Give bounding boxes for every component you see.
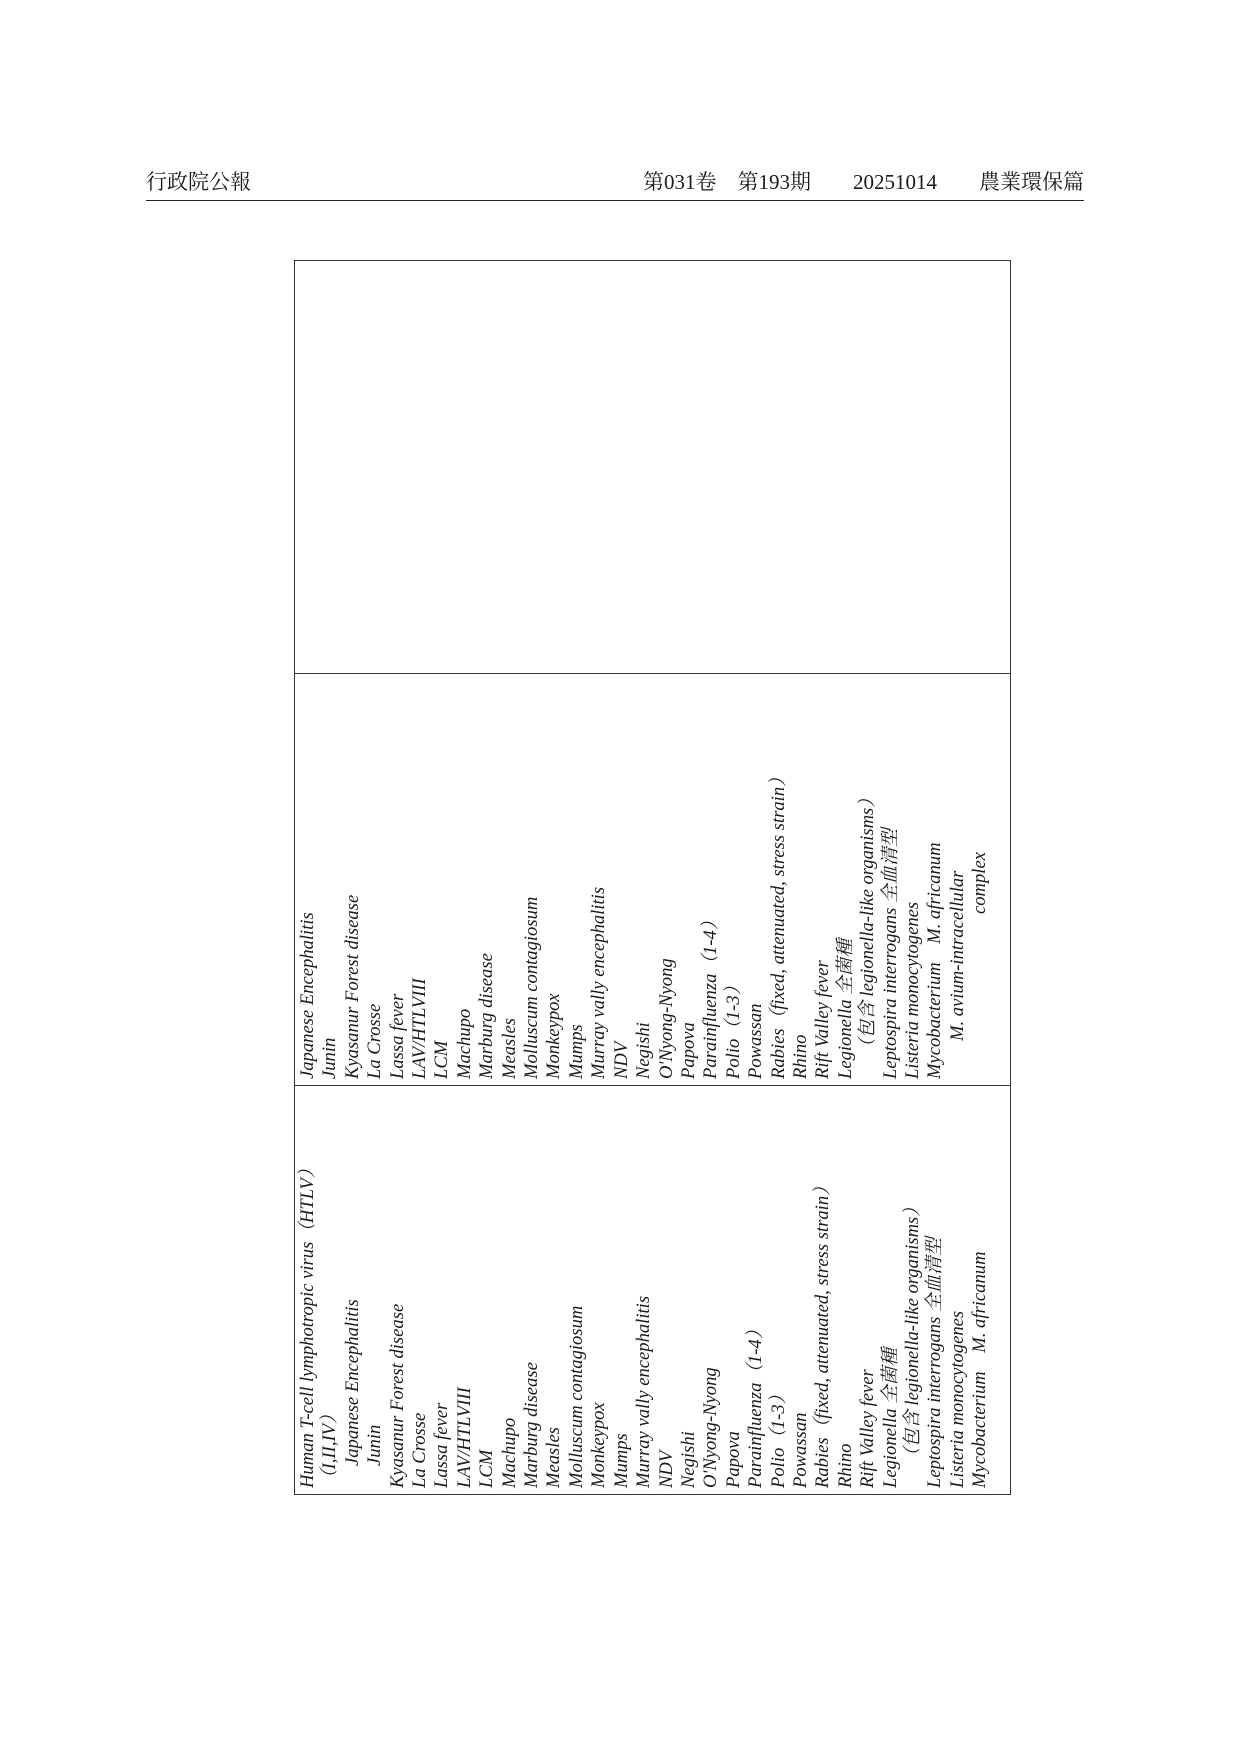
- table-line: Rift Valley fever: [857, 1369, 879, 1488]
- table-line: Leptospira interrogans 全血清型: [879, 828, 901, 1079]
- table-line: Monkeypox: [588, 1402, 610, 1488]
- table-line: Murray vally encephalitis: [633, 1295, 655, 1488]
- table-line: O'Nyong-Nyong: [700, 1367, 722, 1488]
- table-line: Negishi: [633, 1022, 655, 1079]
- table-line: M. avium-intracellular: [946, 870, 968, 1041]
- table-line: Listeria monocytogenes: [901, 901, 923, 1079]
- table-line: Rift Valley fever: [812, 960, 834, 1079]
- page-header: [146, 168, 1084, 201]
- issue-info: 第031卷 第193期 20251014 農業環保篇: [643, 170, 1084, 194]
- table-line: Measles: [498, 1018, 520, 1079]
- table-line: Rabies（fixed, attenuated, stress strain）: [767, 768, 789, 1079]
- organism-table: [294, 260, 1011, 1495]
- organism-table-rotated: [294, 260, 1011, 1495]
- table-line: Measles: [543, 1427, 565, 1488]
- table-line: Parainfluenza（1-4）: [745, 1320, 767, 1488]
- table-line: complex: [969, 852, 991, 914]
- table-line: Polio（1-3）: [767, 1385, 789, 1488]
- table-line: Mumps: [565, 1024, 587, 1079]
- table-line: Kyasanur Forest disease: [386, 1303, 408, 1488]
- table-line: LAV/HTLVIII: [453, 1387, 475, 1488]
- table-line: Marburg disease: [476, 953, 498, 1079]
- table-line: Legionella 全菌種: [879, 1348, 901, 1488]
- table-line: Legionella 全菌種: [834, 939, 856, 1079]
- table-line: Junin: [364, 1424, 386, 1466]
- table-line: Molluscum contagiosum: [565, 1305, 587, 1488]
- table-line: LCM: [431, 1040, 453, 1079]
- table-line: Polio（1-3）: [722, 976, 744, 1079]
- table-line: NDV: [655, 1450, 677, 1488]
- table-line: Powassan: [789, 1412, 811, 1488]
- table-line: Rhino: [789, 1034, 811, 1079]
- table-line: Molluscum contagiosum: [521, 896, 543, 1079]
- table-column-3: [295, 261, 1010, 673]
- table-line: Listeria monocytogenes: [946, 1310, 968, 1488]
- table-line: Rhino: [834, 1443, 856, 1488]
- table-line: Powassan: [745, 1003, 767, 1079]
- table-line: Parainfluenza（1-4）: [700, 911, 722, 1079]
- table-line: Mycobacterium M. africanum: [969, 1251, 991, 1488]
- table-line: Papova: [722, 1431, 744, 1488]
- table-line: Lassa fever: [431, 1402, 453, 1488]
- table-line: Junin: [319, 1037, 341, 1079]
- table-column-2: [295, 673, 1010, 1085]
- table-line: Japanese Encephalitis: [341, 1299, 363, 1466]
- table-line: LCM: [476, 1449, 498, 1488]
- table-line: Marburg disease: [521, 1362, 543, 1488]
- table-column-1: [295, 1085, 1010, 1494]
- table-line: Machupo: [453, 1008, 475, 1079]
- gazette-title: 行政院公報: [146, 170, 251, 194]
- table-line: Machupo: [498, 1417, 520, 1488]
- table-line: La Crosse: [364, 1003, 386, 1079]
- table-line: Negishi: [677, 1431, 699, 1488]
- table-line: LAV/HTLVIII: [409, 978, 431, 1079]
- table-line: （包含 legionella-like organisms）: [901, 1198, 923, 1466]
- table-line: Mumps: [610, 1433, 632, 1488]
- table-line: La Crosse: [409, 1412, 431, 1488]
- table-line: Rabies（fixed, attenuated, stress strain）: [812, 1177, 834, 1488]
- table-line: Japanese Encephalitis: [297, 912, 318, 1079]
- table-line: Kyasanur Forest disease: [341, 894, 363, 1079]
- table-line: NDV: [610, 1041, 632, 1079]
- table-line: Monkeypox: [543, 993, 565, 1079]
- table-line: Mycobacterium M. africanum: [924, 842, 946, 1079]
- table-line: （包含 legionella-like organisms）: [857, 789, 879, 1057]
- table-line: Leptospira interrogans 全血清型: [924, 1237, 946, 1488]
- table-line: Papova: [677, 1022, 699, 1079]
- table-line: Murray vally encephalitis: [588, 886, 610, 1079]
- table-line: Human T-cell lymphotropic virus（HTLV）: [297, 1159, 318, 1488]
- table-line: （I,II,IV）: [319, 1405, 341, 1488]
- table-line: O'Nyong-Nyong: [655, 958, 677, 1079]
- table-line: Lassa fever: [386, 993, 408, 1079]
